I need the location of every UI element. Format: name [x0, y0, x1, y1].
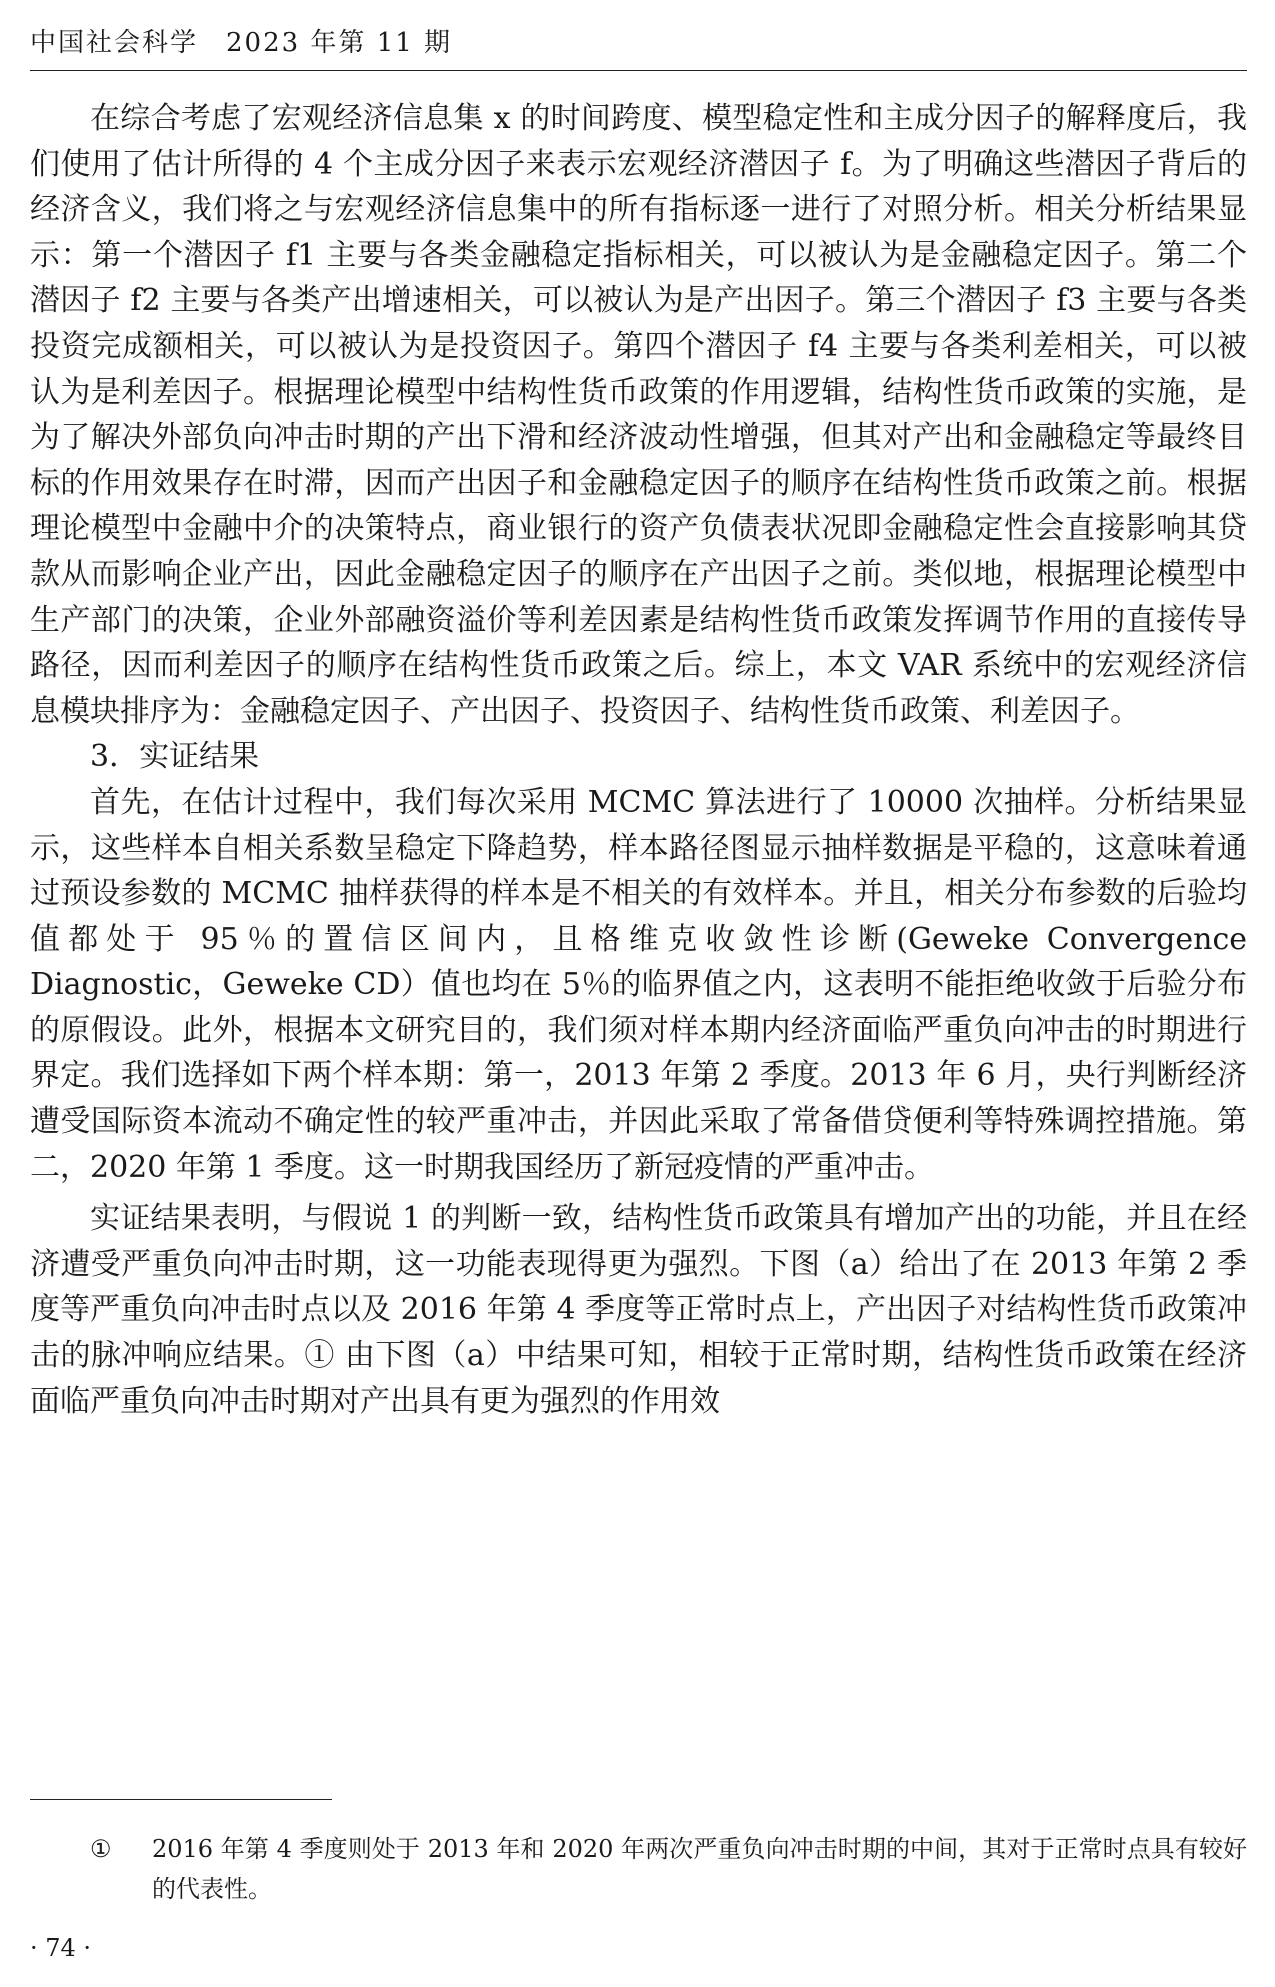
journal-page: [30, 0, 1247, 1987]
page-number: · 74 ·: [30, 1934, 92, 1962]
running-head: 中国社会科学 2023 年第 11 期: [30, 28, 453, 58]
body-text: [30, 96, 1247, 1424]
paragraph-results: 实证结果表明，与假说 1 的判断一致，结构性货币政策具有增加产出的功能，并且在经济遭受严重负向冲击时期，这一功能表现得更为强烈。下图（a）给出了在 2013 年第 2 季度等严重负向冲击时点以及 2016 年第 4 季度等正常时点上，产出因子对结构性货币政策冲击的脉冲响应结果。① 由下图（a）中结果可知，相较于正常时期，结构性货币政策在经济面临严重负向冲击时期对产出具有更为强烈的作用效: [30, 1201, 1247, 1419]
header-rule: [30, 70, 1247, 71]
section-heading: 3．实证结果: [90, 739, 260, 775]
footnote: [90, 1829, 1247, 1909]
paragraph-estimation: 首先，在估计过程中，我们每次采用 MCMC 算法进行了 10000 次抽样。分析结果显示，这些样本自相关系数呈稳定下降趋势，样本路径图显示抽样数据是平稳的，这意味着通过预设参数的 MCMC 抽样获得的样本是不相关的有效样本。并且，相关分布参数的后验均值都处于 95％的置信区间内，且格维克收敛性诊断(Geweke Convergence Diagnostic，Geweke CD）值也均在 5％的临界值之内，这表明不能拒绝收敛于后验分布的原假设。此外，根据本文研究目的，我们须对样本期内经济面临严重负向冲击的时期进行界定。我们选择如下两个样本期：第一，2013 年第 2 季度。2013 年 6 月，央行判断经济遭受国际资本流动不确定性的较严重冲击，并因此采取了常备借贷便利等特殊调控措施。第二，2020 年第 1 季度。这一时期我国经历了新冠疫情的严重冲击。: [30, 784, 1247, 1185]
footnote-text: 2016 年第 4 季度则处于 2013 年和 2020 年两次严重负向冲击时期的中间，其对于正常时点具有较好的代表性。: [152, 1835, 1247, 1903]
footnote-marker: ①: [90, 1835, 112, 1863]
footnote-rule: [30, 1799, 332, 1800]
paragraph-factor-interpretation: 在综合考虑了宏观经济信息集 x 的时间跨度、模型稳定性和主成分因子的解释度后，我们使用了估计所得的 4 个主成分因子来表示宏观经济潜因子 f。为了明确这些潜因子背后的经济含义，我们将之与宏观经济信息集中的所有指标逐一进行了对照分析。相关分析结果显示：第一个潜因子 f1 主要与各类金融稳定指标相关，可以被认为是金融稳定因子。第二个潜因子 f2 主要与各类产出增速相关，可以被认为是产出因子。第三个潜因子 f3 主要与各类投资完成额相关，可以被认为是投资因子。第四个潜因子 f4 主要与各类利差相关，可以被认为是利差因子。根据理论模型中结构性货币政策的作用逻辑，结构性货币政策的实施，是为了解决外部负向冲击时期的产出下滑和经济波动性增强，但其对产出和金融稳定等最终目标的作用效果存在时滞，因而产出因子和金融稳定因子的顺序在结构性货币政策之前。根据理论模型中金融中介的决策特点，商业银行的资产负债表状况即金融稳定性会直接影响其贷款从而影响企业产出，因此金融稳定因子的顺序在产出因子之前。类似地，根据理论模型中生产部门的决策，企业外部融资溢价等利差因素是结构性货币政策发挥调节作用的直接传导路径，因而利差因子的顺序在结构性货币政策之后。综上，本文 VAR 系统中的宏观经济信息模块排序为：金融稳定因子、产出因子、投资因子、结构性货币政策、利差因子。: [30, 101, 1247, 729]
